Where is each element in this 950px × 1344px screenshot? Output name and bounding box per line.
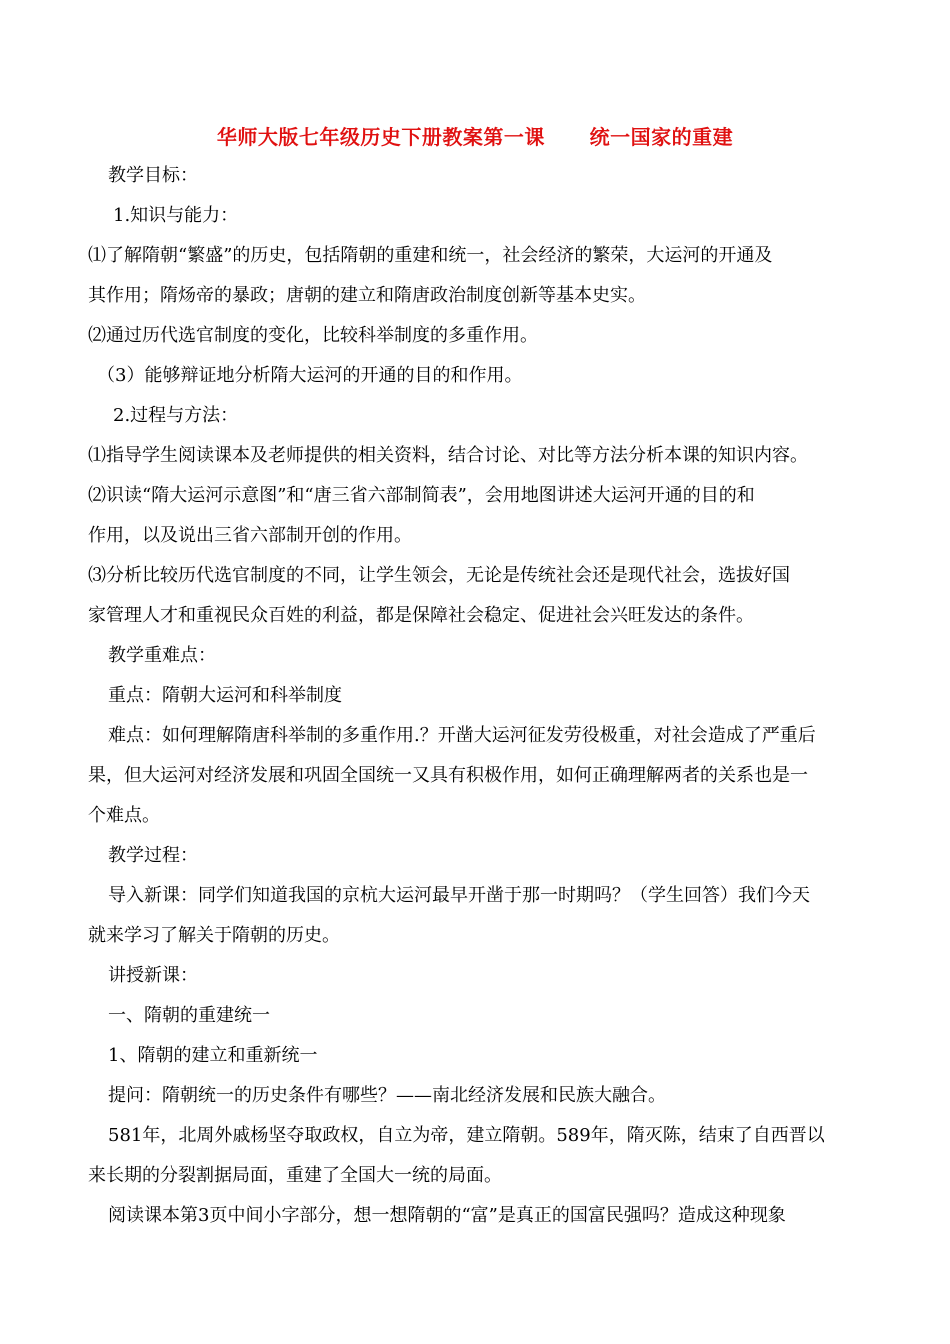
document-title: 华师大版七年级历史下册教案第一课 统一国家的重建	[216, 125, 734, 149]
paragraph-line: 重点：隋朝大运河和科举制度	[108, 685, 342, 706]
paragraph-line: （3）能够辩证地分析隋大运河的开通的目的和作用。	[97, 365, 523, 386]
section-heading-objectives: 教学目标：	[108, 165, 198, 186]
paragraph-line: 阅读课本第3页中间小字部分，想一想隋朝的“富”是真正的国富民强吗？造成这种现象	[108, 1205, 786, 1226]
paragraph-line: 提问：隋朝统一的历史条件有哪些？——南北经济发展和民族大融合。	[108, 1085, 666, 1106]
section-heading-new-lesson: 讲授新课：	[108, 965, 198, 986]
paragraph-line: ⑶分析比较历代选官制度的不同，让学生领会，无论是传统社会还是现代社会，选拔好国	[88, 565, 790, 586]
paragraph-line: 果，但大运河对经济发展和巩固全国统一又具有积极作用，如何正确理解两者的关系也是一	[88, 765, 808, 786]
paragraph-line: 就来学习了解关于隋朝的历史。	[88, 925, 340, 946]
subheading-sui-founding: 1、隋朝的建立和重新统一	[108, 1045, 318, 1066]
subheading-process: 2.过程与方法：	[113, 405, 239, 426]
paragraph-line: ⑴指导学生阅读课本及老师提供的相关资料，结合讨论、对比等方法分析本课的知识内容。	[88, 445, 808, 466]
paragraph-line: ⑵通过历代选官制度的变化，比较科举制度的多重作用。	[88, 325, 538, 346]
paragraph-line: 难点：如何理解隋唐科举制的多重作用.？开凿大运河征发劳役极重，对社会造成了严重后	[108, 725, 816, 746]
paragraph-line: 导入新课：同学们知道我国的京杭大运河最早开凿于那一时期吗？（学生回答）我们今天	[108, 885, 810, 906]
subheading-knowledge: 1.知识与能力：	[113, 205, 239, 226]
paragraph-line: 其作用；隋炀帝的暴政；唐朝的建立和隋唐政治制度创新等基本史实。	[88, 285, 646, 306]
paragraph-line: ⑵识读“隋大运河示意图”和“唐三省六部制简表”，会用地图讲述大运河开通的目的和	[88, 485, 755, 506]
paragraph-line: 个难点。	[88, 805, 160, 826]
paragraph-line: 家管理人才和重视民众百姓的利益，都是保障社会稳定、促进社会兴旺发达的条件。	[88, 605, 754, 626]
paragraph-line: ⑴了解隋朝“繁盛”的历史，包括隋朝的重建和统一，社会经济的繁荣，大运河的开通及	[88, 245, 773, 266]
paragraph-line: 581年，北周外戚杨坚夺取政权，自立为帝，建立隋朝。589年，隋灭陈，结束了自西晋以	[108, 1125, 825, 1146]
section-heading-key-points: 教学重难点：	[108, 645, 216, 666]
subheading-sui-unification: 一、隋朝的重建统一	[108, 1005, 270, 1026]
section-heading-process: 教学过程：	[108, 845, 198, 866]
paragraph-line: 来长期的分裂割据局面，重建了全国大一统的局面。	[88, 1165, 502, 1186]
paragraph-line: 作用，以及说出三省六部制开创的作用。	[88, 525, 412, 546]
